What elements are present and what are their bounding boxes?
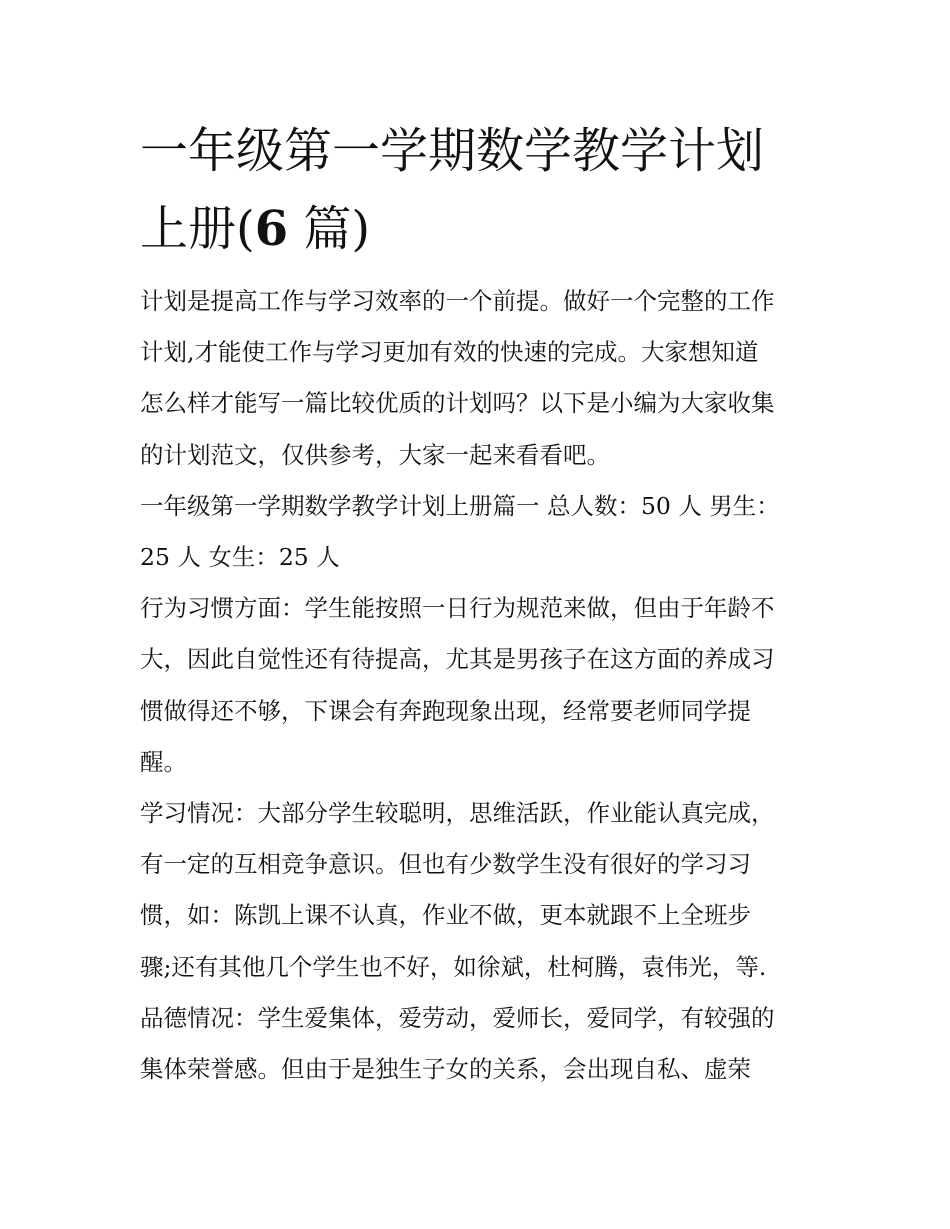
study-line-4: 骤;还有其他几个学生也不好，如徐斌，杜柯腾，袁伟光，等. xyxy=(140,952,767,981)
intro-line-3: 怎么样才能写一篇比较优质的计划吗？以下是小编为大家收集 xyxy=(140,389,775,418)
class-stats-paragraph xyxy=(140,481,820,583)
class-stats-line-2: 25 人 女生：25 人 xyxy=(140,543,340,572)
title-line-2 xyxy=(140,190,820,268)
behavior-line-1: 行为习惯方面：学生能按照一日行为规范来做，但由于年龄不 xyxy=(140,594,775,623)
behavior-paragraph xyxy=(140,583,820,788)
title-line-1: 一年级第一学期数学教学计划 xyxy=(140,123,765,179)
title-prefix: 上册( xyxy=(140,201,255,257)
title-suffix: 篇) xyxy=(288,201,371,257)
document-title xyxy=(140,112,820,268)
document-body xyxy=(140,276,820,1095)
intro-line-2: 计划,才能使工作与学习更加有效的快速的完成。大家想知道 xyxy=(140,338,759,367)
moral-line-2: 集体荣誉感。但由于是独生子女的关系，会出现自私、虚荣 xyxy=(140,1055,751,1084)
intro-line-4: 的计划范文，仅供参考，大家一起来看看吧。 xyxy=(140,440,610,469)
study-line-2: 有一定的互相竞争意识。但也有少数学生没有很好的学习习 xyxy=(140,850,751,879)
intro-line-1: 计划是提高工作与学习效率的一个前提。做好一个完整的工作 xyxy=(140,287,775,315)
study-paragraph xyxy=(140,788,820,993)
behavior-line-4: 醒。 xyxy=(140,747,187,776)
study-line-3: 惯，如：陈凯上课不认真，作业不做，更本就跟不上全班步 xyxy=(140,901,751,930)
study-line-1: 学习情况：大部分学生较聪明，思维活跃，作业能认真完成， xyxy=(140,799,775,828)
class-stats-line-1: 一年级第一学期数学教学计划上册篇一 总人数：50 人 男生： xyxy=(140,491,780,520)
behavior-line-3: 惯做得还不够，下课会有奔跑现象出现，经常要老师同学提 xyxy=(140,696,751,725)
behavior-line-2: 大，因此自觉性还有待提高，尤其是男孩子在这方面的养成习 xyxy=(140,645,775,674)
moral-paragraph xyxy=(140,993,820,1095)
intro-paragraph xyxy=(140,276,820,481)
title-count: 6 xyxy=(254,201,289,257)
moral-line-1: 品德情况：学生爱集体，爱劳动，爱师长，爱同学，有较强的 xyxy=(140,1003,775,1032)
